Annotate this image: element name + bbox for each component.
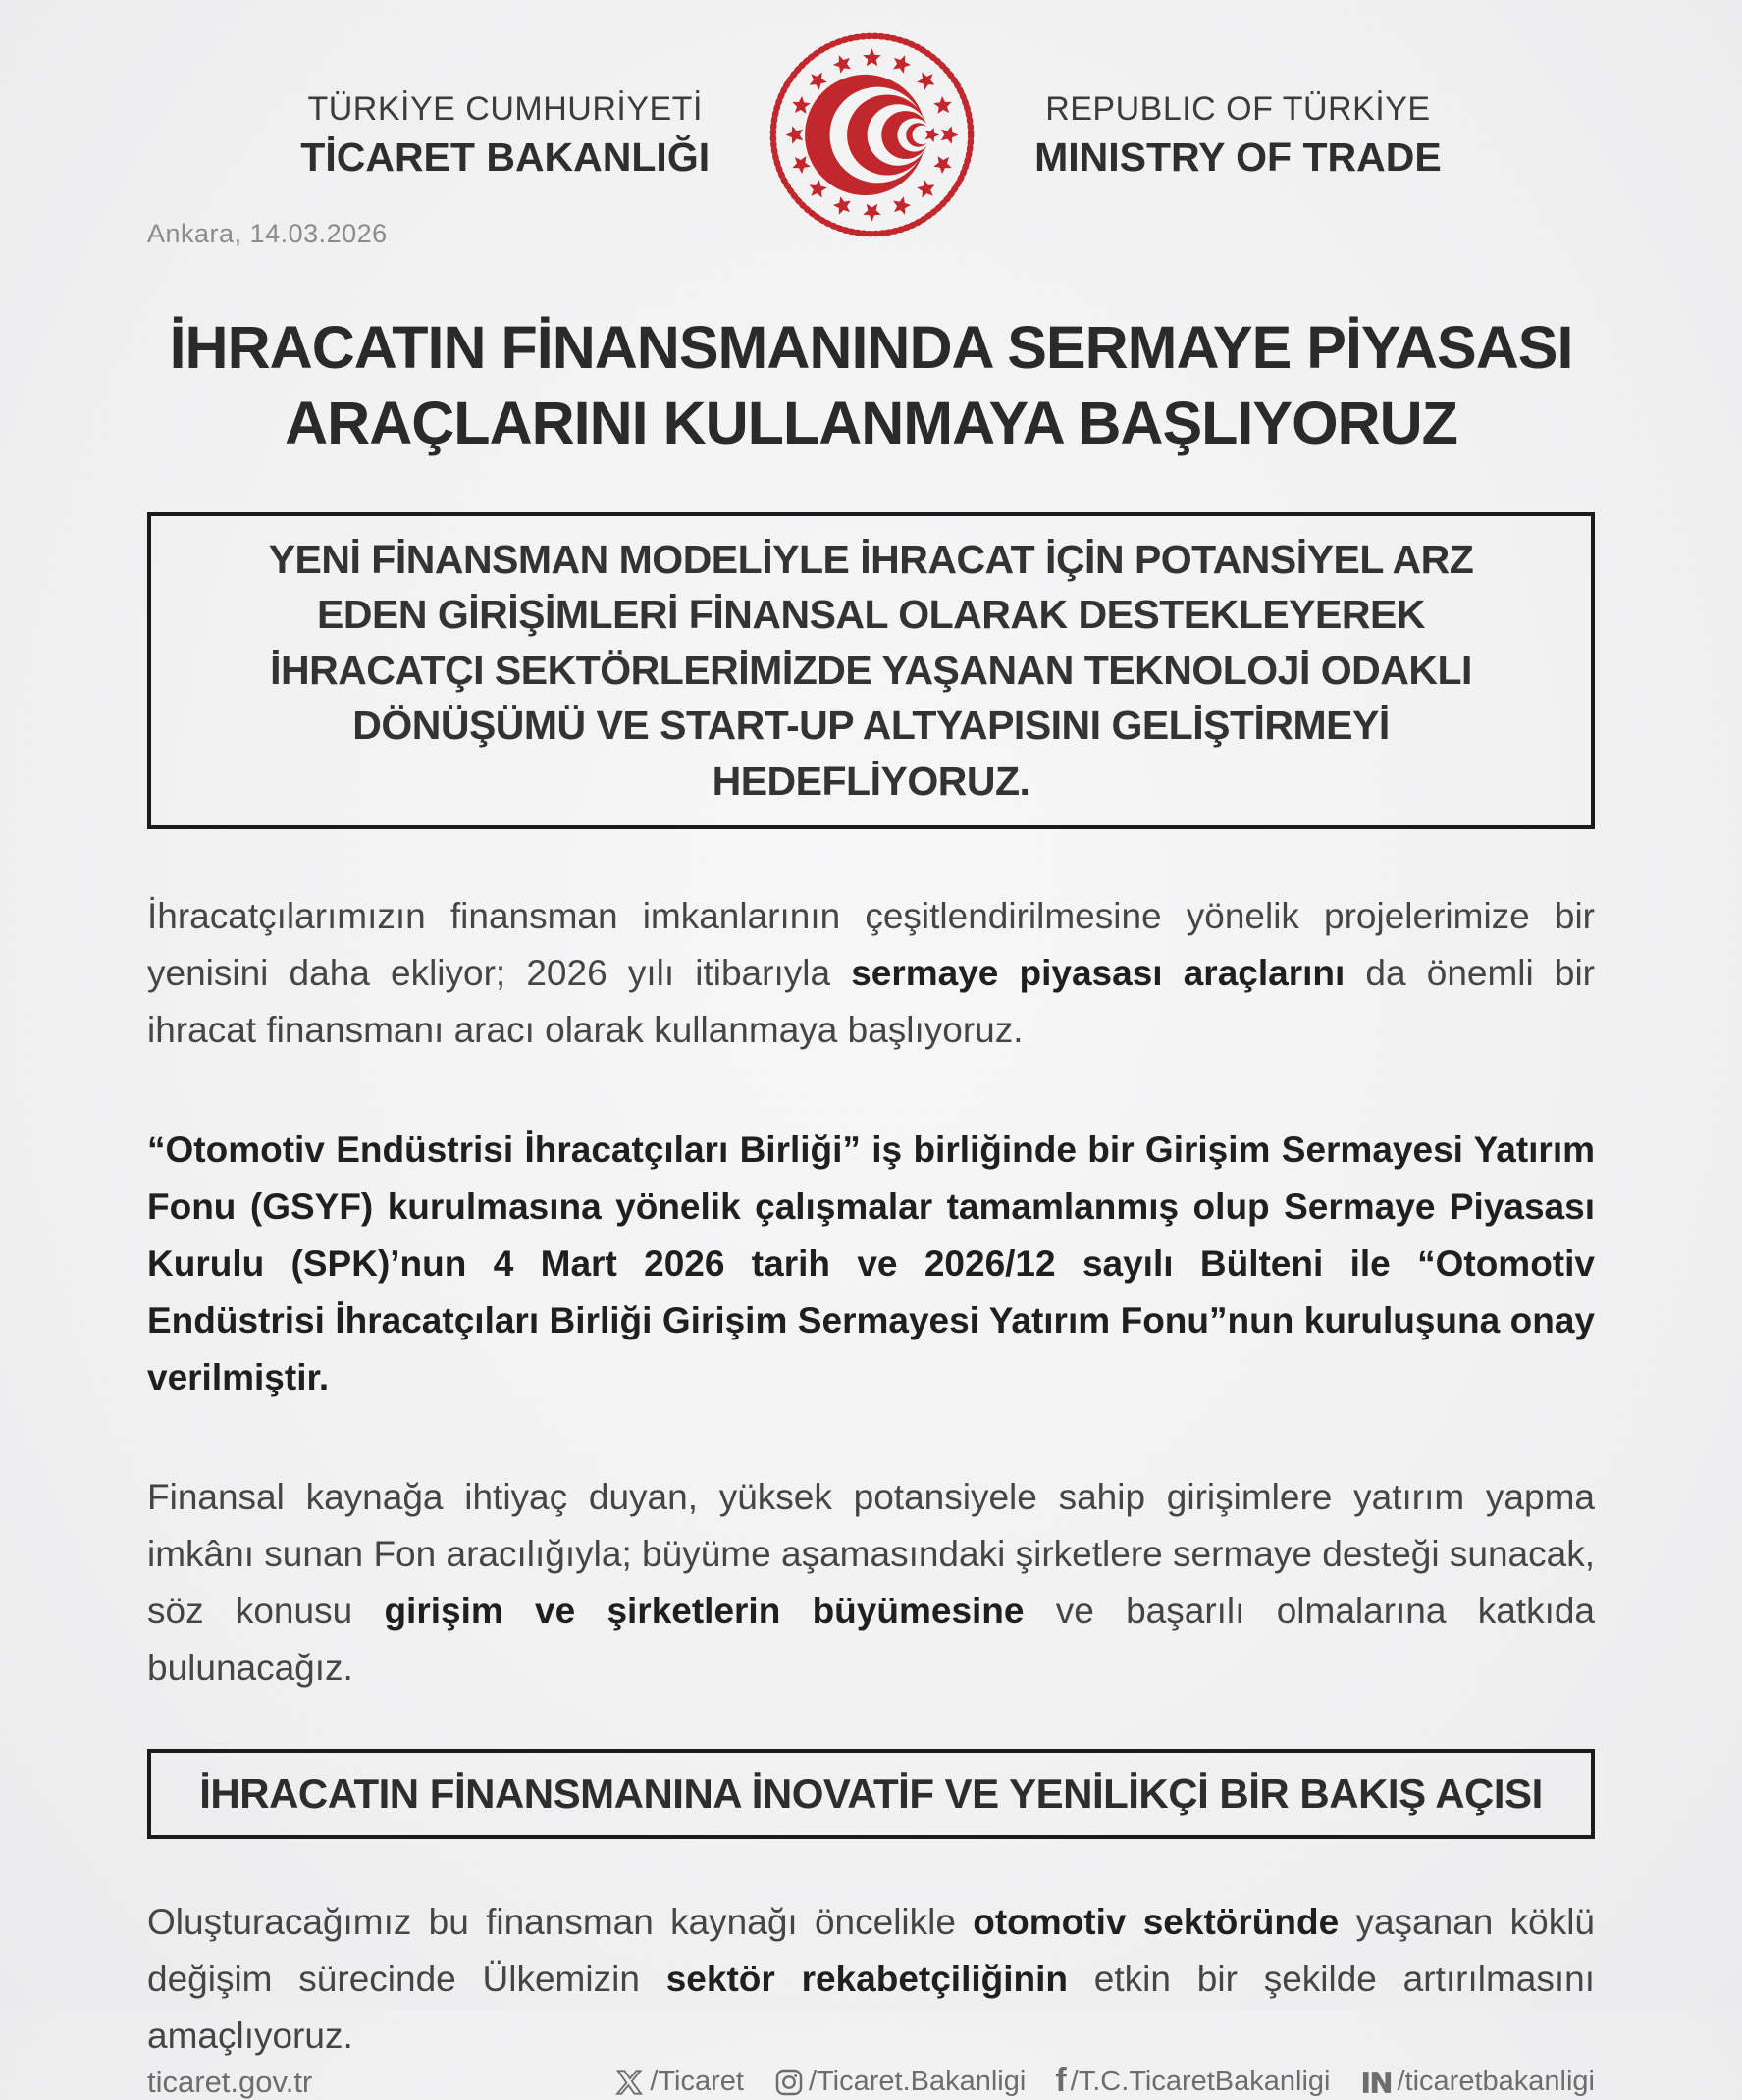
dateline: Ankara, 14.03.2026 bbox=[147, 219, 388, 248]
social-link-x[interactable] bbox=[614, 2066, 744, 2098]
paragraph-4: Oluşturacağımız bu finansman kaynağı öncelikle otomotiv sektöründe yaşanan köklü değişim sürecinde Ülkemizin sektör rekabetçiliğinin etkin bir şekilde artırılmasını amaçlıyoruz. bbox=[147, 1901, 1596, 2056]
org-name-turkish bbox=[300, 90, 710, 181]
facebook-icon: f bbox=[1055, 2061, 1067, 2099]
paragraph-3: Finansal kaynağa ihtiyaç duyan, yüksek potansiyele sahip girişimlere yatırım yapma imkânı sunan Fon aracılığıyla; büyüme aşamasındaki şirketlere sermaye desteği sunacak, söz konusu girişim ve şirketlerin büyümesine ve başarılı olmalarına katkıda bulunacağız. bbox=[147, 1477, 1596, 1689]
org-right-line1: REPUBLIC OF TÜRKİYE bbox=[1045, 89, 1431, 128]
paragraph-1: İhracatçılarımızın finansman imkanlarının çeşitlendirilmesine yönelik projelerimize bir yenisini daha ekliyor; 2026 yılı itibarıyla sermaye piyasası araçlarını da önemli bir ihracat finansmanı aracı olarak kullanmaya başlıyoruz. bbox=[147, 895, 1596, 1050]
subheading-box: İHRACATIN FİNANSMANINA İNOVATİF VE YENİLİKÇİ BİR BAKIŞ AÇISI bbox=[147, 1749, 1595, 1839]
social-handle: /Ticaret bbox=[650, 2066, 744, 2098]
paragraph-2: “Otomotiv Endüstrisi İhracatçıları Birliği” iş birliğinde bir Girişim Sermayesi Yatırım Fonu (GSYF) kurulmasına yönelik çalışmalar tamamlanmış olup Sermaye Piyasası Kurulu (SPK)’nun 4 Mart 2026 tarih ve 2026/12 sayılı Bülteni ile “Otomotiv Endüstrisi İhracatçıları Birliği Girişim Sermayesi Yatırım Fonu”nun kuruluşuna onay verilmiştir. bbox=[147, 1129, 1596, 1398]
social-handle: /T.C.TicaretBakanligi bbox=[1070, 2066, 1331, 2098]
header bbox=[147, 29, 1595, 240]
social-handle: /ticaretbakanligi bbox=[1397, 2066, 1595, 2098]
footer bbox=[147, 2061, 1595, 2100]
org-name-english bbox=[1034, 90, 1442, 181]
page-title bbox=[147, 310, 1595, 461]
social-link-facebook[interactable] bbox=[1055, 2061, 1331, 2099]
org-left-line1: TÜRKİYE CUMHURİYETİ bbox=[307, 89, 703, 128]
org-left-line2: TİCARET BAKANLIĞI bbox=[300, 133, 711, 180]
page-title-line1: İHRACATIN FİNANSMANINDA SERMAYE PİYASASI bbox=[169, 314, 1573, 381]
x-twitter-icon bbox=[614, 2067, 646, 2098]
social-links bbox=[614, 2061, 1595, 2099]
ministry-of-trade-emblem-icon bbox=[766, 29, 977, 240]
social-link-nsosyal[interactable] bbox=[1360, 2066, 1596, 2098]
instagram-icon bbox=[773, 2067, 805, 2098]
org-right-line2: MINISTRY OF TRADE bbox=[1034, 133, 1442, 180]
nsosyal-icon bbox=[1360, 2067, 1394, 2098]
social-handle: /Ticaret.Bakanligi bbox=[808, 2066, 1027, 2098]
social-link-instagram[interactable] bbox=[773, 2066, 1026, 2098]
website-link[interactable]: ticaret.gov.tr bbox=[147, 2064, 313, 2099]
page-title-line2: ARAÇLARINI KULLANMAYA BAŞLIYORUZ bbox=[285, 389, 1457, 456]
lead-highlight-box: YENİ FİNANSMAN MODELİYLE İHRACAT İÇİN POTANSİYEL ARZ EDEN GİRİŞİMLERİ FİNANSAL OLARAK DESTEKLEYEREK İHRACATÇI SEKTÖRLERİMİZDE YAŞANAN TEKNOLOJİ ODAKLI DÖNÜŞÜMÜ VE START-UP ALTYAPISINI GELİŞTİRMEYİ HEDEFLİYORUZ. bbox=[147, 512, 1595, 829]
